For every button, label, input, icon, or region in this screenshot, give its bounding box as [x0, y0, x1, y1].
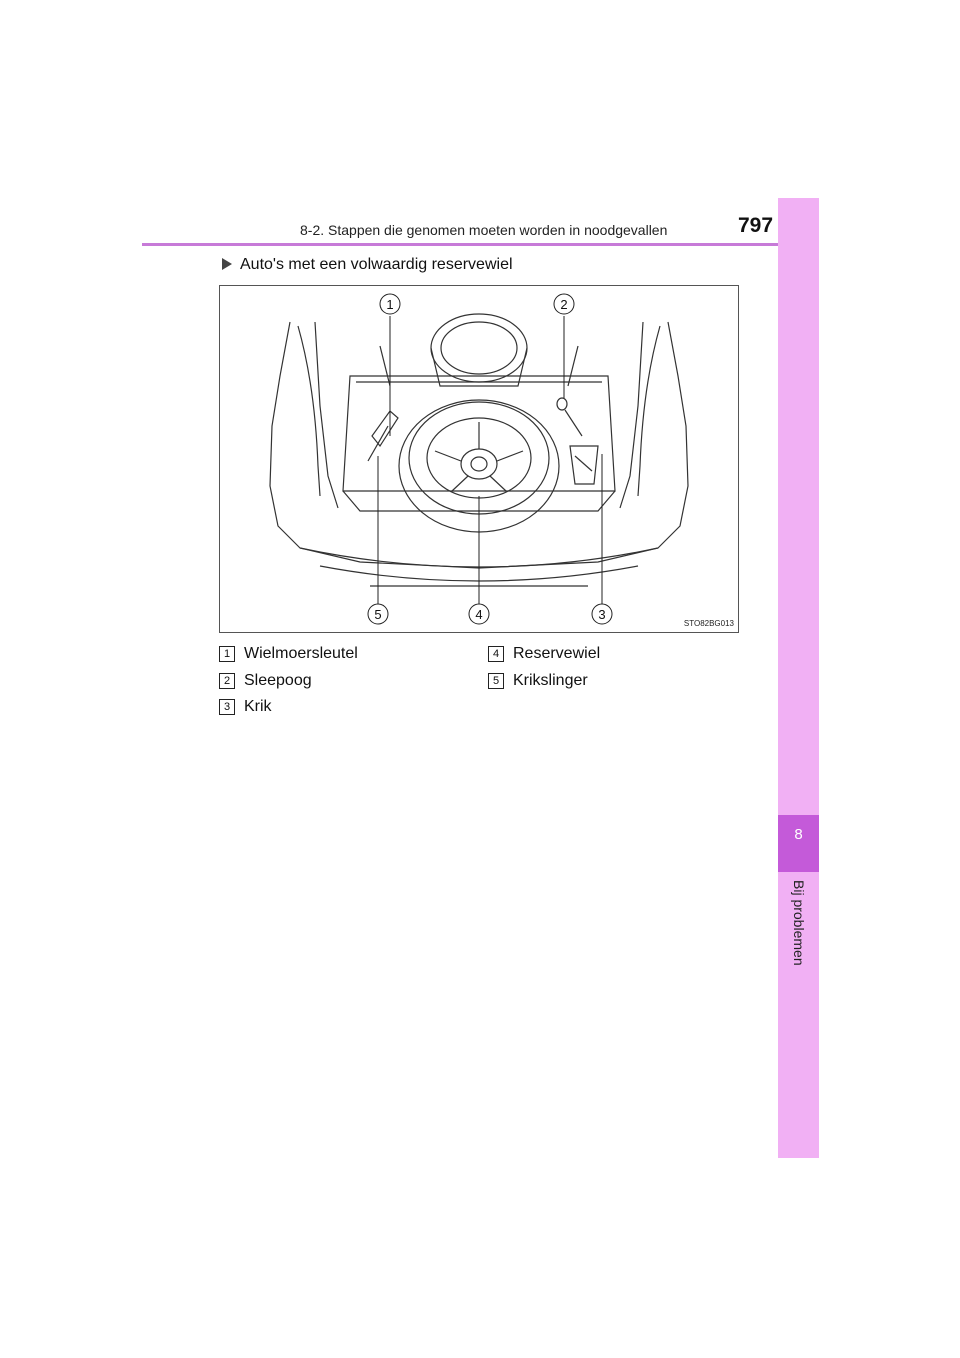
legend-number-3: 3 — [219, 699, 235, 715]
figure-code: STO82BG013 — [683, 619, 734, 628]
legend-number-2: 2 — [219, 673, 235, 689]
section-title: 8-2. Stappen die genomen moeten worden in noodgevallen — [300, 222, 668, 238]
callout-label-4: 4 — [475, 607, 483, 622]
legend-label-2: Sleepoog — [244, 672, 312, 689]
legend-label-5: Krikslinger — [513, 672, 588, 689]
spare-wheel-illustration — [219, 285, 739, 633]
legend-label-4: Reservewiel — [513, 645, 601, 662]
legend-number-5: 5 — [488, 673, 504, 689]
legend-item-5 — [488, 672, 588, 690]
header-rule — [142, 243, 819, 246]
callout-label-5: 5 — [374, 607, 382, 622]
trunk-spare-wheel-drawing — [220, 286, 738, 632]
legend-label-1: Wielmoersleutel — [244, 645, 358, 662]
legend-item-1 — [219, 645, 358, 663]
page-number: 797 — [738, 214, 774, 237]
chapter-side-strip — [778, 198, 819, 1158]
subsection-heading — [222, 256, 513, 274]
triangle-bullet-icon — [222, 258, 232, 270]
callout-label-2: 2 — [560, 297, 568, 312]
chapter-tab — [778, 815, 819, 872]
legend-item-2 — [219, 672, 312, 690]
legend-item-4 — [488, 645, 600, 663]
chapter-label: Bij problemen — [791, 880, 807, 966]
legend-number-4: 4 — [488, 646, 504, 662]
callout-label-3: 3 — [598, 607, 606, 622]
legend-label-3: Krik — [244, 698, 272, 715]
subsection-heading-text: Auto's met een volwaardig reservewiel — [240, 256, 513, 273]
chapter-number: 8 — [794, 826, 803, 843]
legend-number-1: 1 — [219, 646, 235, 662]
legend-item-3 — [219, 698, 272, 716]
callout-label-1: 1 — [386, 297, 394, 312]
